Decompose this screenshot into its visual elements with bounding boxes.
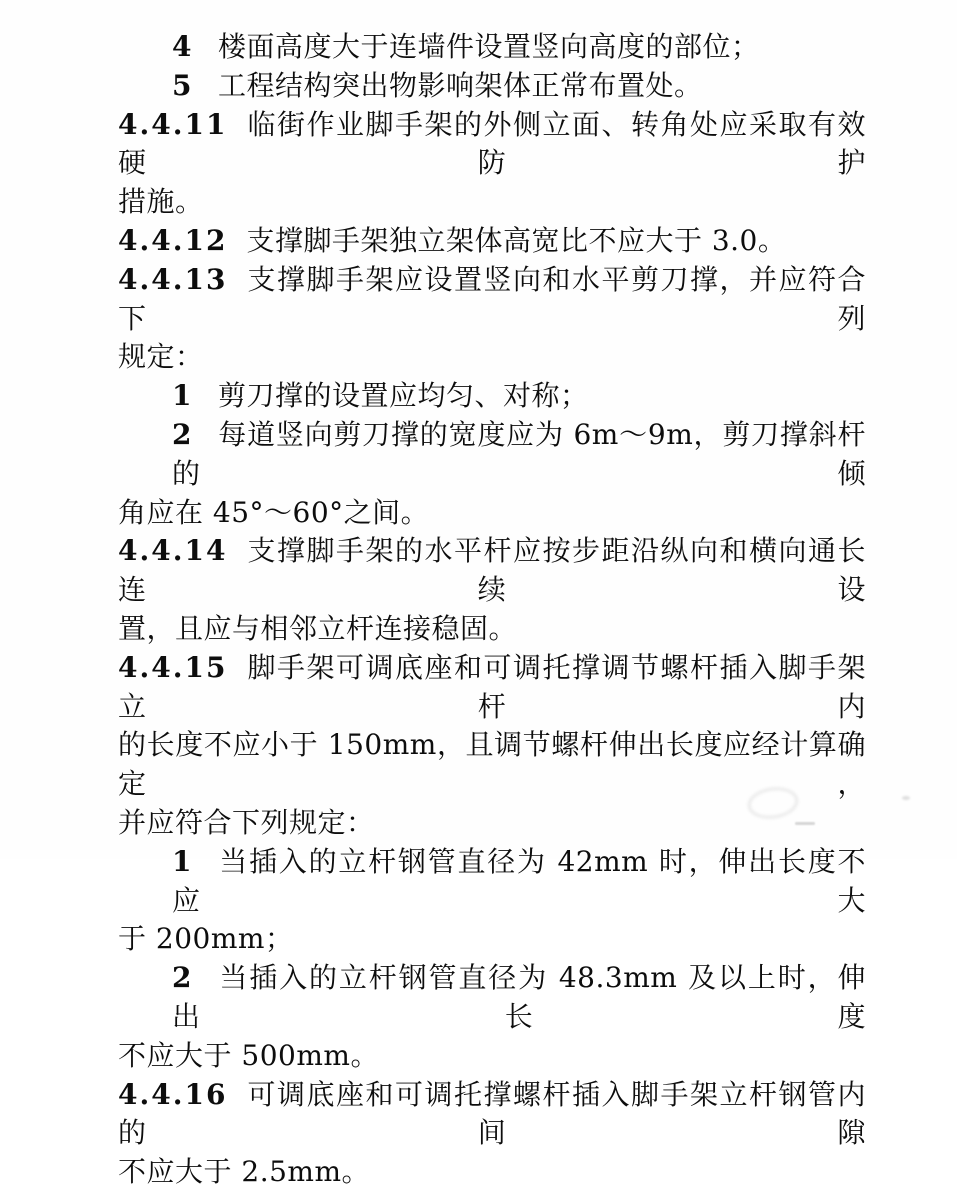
clause-number: 4.4.16: [118, 1077, 228, 1111]
line-text: 当插入的立杆钢管直径为 42mm 时，伸出长度不应大: [172, 844, 866, 917]
list-item-paragraph: [118, 28, 866, 67]
list-item-paragraph: [118, 416, 866, 532]
line-text: 每道竖向剪刀撑的宽度应为 6m～9m，剪刀撑斜杆的倾: [172, 417, 866, 490]
text-line: 并应符合下列规定：: [118, 805, 375, 839]
text-line: [118, 222, 866, 261]
item-number: 5: [172, 68, 192, 102]
line-text: 工程结构突出物影响架体正常布置处。: [217, 68, 703, 102]
text-line: [118, 106, 866, 184]
clause-paragraph: [118, 1076, 866, 1192]
line-text: 楼面高度大于连墙件设置竖向高度的部位；: [217, 30, 760, 63]
list-item-paragraph: [118, 377, 866, 416]
item-number: 2: [172, 961, 192, 995]
item-number: 1: [172, 379, 192, 413]
clause-number: 4.4.11: [118, 107, 228, 141]
line-text: 脚手架可调底座和可调托撑调节螺杆插入脚手架立杆内: [118, 650, 866, 723]
line-text: 剪刀撑的设置应均匀、对称；: [217, 379, 589, 413]
clause-number: 4.4.12: [118, 223, 228, 257]
text-line: 不应大于 500mm。: [118, 1038, 379, 1072]
item-number: 1: [172, 844, 192, 878]
text-line: [118, 377, 866, 416]
clause-paragraph: [118, 106, 866, 222]
list-item-paragraph: [118, 959, 866, 1075]
clause-number: 4.4.15: [118, 650, 228, 684]
line-text: 支撑脚手架应设置竖向和水平剪刀撑，并应符合下列: [118, 262, 866, 335]
line-text: 可调底座和可调托撑螺杆插入脚手架立杆钢管内的间隙: [118, 1077, 866, 1150]
item-number: 2: [172, 417, 192, 451]
clause-number: 4.4.14: [118, 534, 228, 568]
list-item-paragraph: [118, 67, 866, 106]
list-item-paragraph: [118, 843, 866, 959]
text-line: [118, 261, 866, 339]
text-line: [118, 532, 866, 610]
text-line: 措施。: [118, 185, 204, 219]
clause-paragraph: [118, 222, 866, 261]
text-line: [118, 67, 866, 106]
text-line: [118, 649, 866, 727]
text-line: [118, 843, 866, 921]
text-line: [118, 28, 866, 67]
document-body: [118, 28, 866, 1192]
text-line: 于 200mm；: [118, 922, 294, 956]
text-line: 不应大于 2.5mm。: [118, 1155, 371, 1189]
text-line: [118, 416, 866, 494]
line-text: 临街作业脚手架的外侧立面、转角处应采取有效硬防护: [118, 107, 866, 180]
text-line: 的长度不应小于 150mm，且调节螺杆伸出长度应经计算确定，: [118, 728, 866, 801]
text-line: 规定：: [118, 340, 204, 374]
line-text: 支撑脚手架的水平杆应按步距沿纵向和横向通长连续设: [118, 534, 866, 607]
line-text: 当插入的立杆钢管直径为 48.3mm 及以上时，伸出长度: [172, 961, 866, 1033]
line-text: 支撑脚手架独立架体高宽比不应大于 3.0。: [246, 223, 787, 257]
clause-paragraph: [118, 532, 866, 648]
text-line: [118, 1076, 866, 1154]
item-number: 4: [172, 30, 192, 63]
text-line: 角应在 45°～60°之间。: [118, 495, 430, 529]
clause-number: 4.4.13: [118, 262, 228, 296]
watermark-smudge: [902, 796, 910, 800]
text-line: 置，且应与相邻立杆连接稳固。: [118, 611, 518, 645]
clause-paragraph: [118, 261, 866, 377]
clause-paragraph: [118, 649, 866, 843]
text-line: [118, 959, 866, 1037]
